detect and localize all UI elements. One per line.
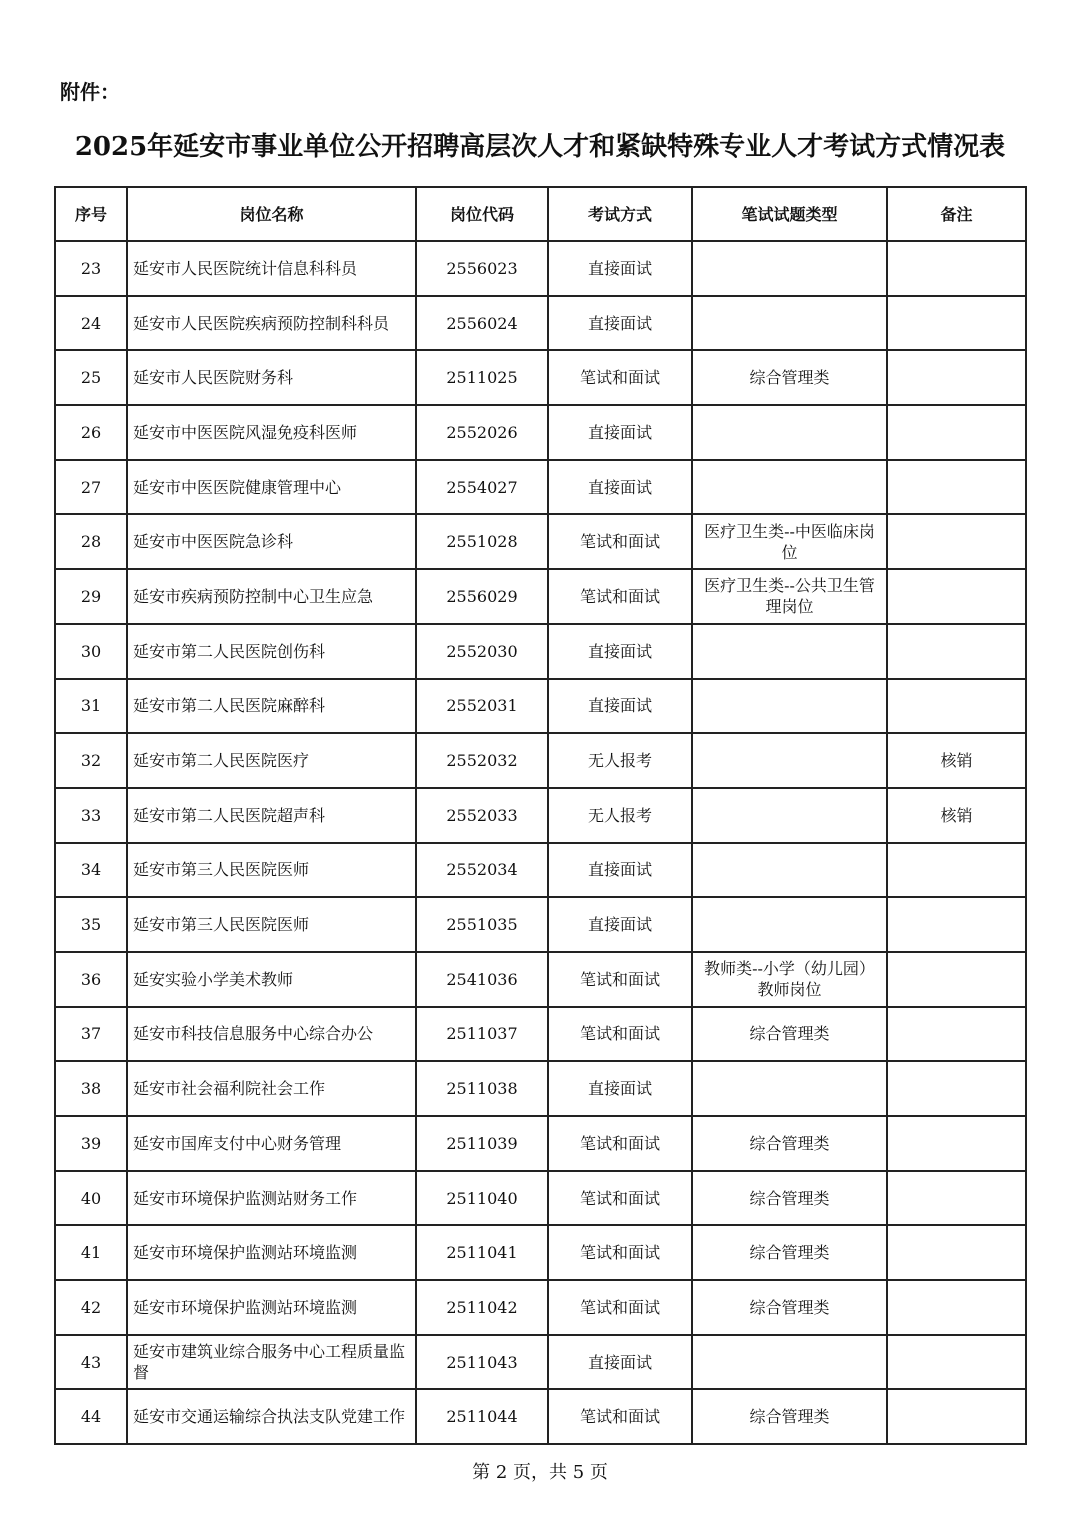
cell-remarks (887, 843, 1026, 898)
cell-position-name: 延安市第二人民医院超声科 (127, 788, 416, 843)
cell-written-type: 综合管理类 (692, 1116, 887, 1171)
cell-serial: 43 (55, 1335, 127, 1390)
cell-serial: 37 (55, 1007, 127, 1062)
cell-written-type (692, 624, 887, 679)
cell-exam-method: 无人报考 (548, 788, 692, 843)
cell-written-type (692, 1061, 887, 1116)
cell-serial: 42 (55, 1280, 127, 1335)
cell-exam-method: 笔试和面试 (548, 1225, 692, 1280)
table-row (55, 1171, 1026, 1226)
cell-remarks (887, 1335, 1026, 1390)
cell-serial: 26 (55, 405, 127, 460)
cell-written-type: 综合管理类 (692, 1225, 887, 1280)
table-row (55, 514, 1026, 569)
cell-written-type (692, 733, 887, 788)
cell-written-type: 综合管理类 (692, 1171, 887, 1226)
cell-position-name: 延安市第三人民医院医师 (127, 897, 416, 952)
cell-remarks (887, 1280, 1026, 1335)
cell-written-type (692, 897, 887, 952)
cell-serial: 33 (55, 788, 127, 843)
cell-remarks (887, 514, 1026, 569)
cell-written-type: 综合管理类 (692, 1007, 887, 1062)
cell-written-type (692, 460, 887, 515)
cell-written-type: 教师类--小学（幼儿园）教师岗位 (692, 952, 887, 1007)
cell-position-code: 2552030 (416, 624, 548, 679)
cell-position-name: 延安市国库支付中心财务管理 (127, 1116, 416, 1171)
cell-exam-method: 直接面试 (548, 897, 692, 952)
cell-position-name: 延安实验小学美术教师 (127, 952, 416, 1007)
cell-position-code: 2552034 (416, 843, 548, 898)
cell-position-name: 延安市第二人民医院医疗 (127, 733, 416, 788)
cell-remarks: 核销 (887, 733, 1026, 788)
cell-remarks (887, 952, 1026, 1007)
cell-exam-method: 笔试和面试 (548, 1116, 692, 1171)
cell-serial: 23 (55, 241, 127, 296)
table-row (55, 1280, 1026, 1335)
cell-position-code: 2511037 (416, 1007, 548, 1062)
cell-position-code: 2556023 (416, 241, 548, 296)
cell-remarks (887, 624, 1026, 679)
table-row (55, 733, 1026, 788)
cell-position-code: 2552026 (416, 405, 548, 460)
table-row (55, 296, 1026, 351)
cell-written-type (692, 679, 887, 734)
cell-written-type: 医疗卫生类--公共卫生管理岗位 (692, 569, 887, 624)
cell-serial: 35 (55, 897, 127, 952)
cell-exam-method: 笔试和面试 (548, 1280, 692, 1335)
cell-position-code: 2511044 (416, 1389, 548, 1444)
cell-remarks (887, 460, 1026, 515)
cell-written-type (692, 405, 887, 460)
cell-position-name: 延安市第二人民医院创伤科 (127, 624, 416, 679)
cell-position-name: 延安市人民医院疾病预防控制科科员 (127, 296, 416, 351)
cell-serial: 25 (55, 350, 127, 405)
cell-remarks (887, 1225, 1026, 1280)
cell-position-name: 延安市中医医院风湿免疫科医师 (127, 405, 416, 460)
cell-written-type (692, 296, 887, 351)
cell-exam-method: 直接面试 (548, 843, 692, 898)
page-number: 第 2 页，共 5 页 (472, 1462, 608, 1483)
cell-remarks (887, 1061, 1026, 1116)
cell-exam-method: 直接面试 (548, 405, 692, 460)
cell-serial: 38 (55, 1061, 127, 1116)
cell-remarks (887, 241, 1026, 296)
cell-position-code: 2556024 (416, 296, 548, 351)
cell-position-name: 延安市中医医院健康管理中心 (127, 460, 416, 515)
cell-exam-method: 直接面试 (548, 296, 692, 351)
cell-exam-method: 直接面试 (548, 679, 692, 734)
exam-method-table (54, 186, 1027, 1445)
cell-position-name: 延安市第三人民医院医师 (127, 843, 416, 898)
cell-written-type (692, 241, 887, 296)
cell-position-code: 2541036 (416, 952, 548, 1007)
cell-written-type (692, 788, 887, 843)
cell-remarks: 核销 (887, 788, 1026, 843)
cell-written-type (692, 1335, 887, 1390)
cell-remarks (887, 350, 1026, 405)
header-remarks: 备注 (887, 187, 1026, 241)
cell-position-code: 2511041 (416, 1225, 548, 1280)
cell-written-type: 综合管理类 (692, 350, 887, 405)
table-row (55, 1116, 1026, 1171)
cell-exam-method: 笔试和面试 (548, 350, 692, 405)
header-position-name: 岗位名称 (127, 187, 416, 241)
table-row (55, 1225, 1026, 1280)
header-exam-method: 考试方式 (548, 187, 692, 241)
table-row (55, 624, 1026, 679)
cell-exam-method: 笔试和面试 (548, 1389, 692, 1444)
cell-position-code: 2552031 (416, 679, 548, 734)
cell-position-code: 2511039 (416, 1116, 548, 1171)
cell-position-name: 延安市建筑业综合服务中心工程质量监督 (127, 1335, 416, 1390)
table-row (55, 569, 1026, 624)
cell-position-code: 2554027 (416, 460, 548, 515)
table-row (55, 1007, 1026, 1062)
cell-position-code: 2552032 (416, 733, 548, 788)
cell-exam-method: 直接面试 (548, 1335, 692, 1390)
cell-written-type (692, 843, 887, 898)
cell-remarks (887, 1116, 1026, 1171)
cell-position-name: 延安市科技信息服务中心综合办公 (127, 1007, 416, 1062)
table-header-row (55, 187, 1026, 241)
table-row (55, 1389, 1026, 1444)
cell-serial: 41 (55, 1225, 127, 1280)
table-row (55, 952, 1026, 1007)
cell-remarks (887, 1389, 1026, 1444)
cell-position-code: 2511025 (416, 350, 548, 405)
cell-position-name: 延安市交通运输综合执法支队党建工作 (127, 1389, 416, 1444)
cell-position-code: 2511042 (416, 1280, 548, 1335)
cell-written-type: 综合管理类 (692, 1389, 887, 1444)
cell-serial: 29 (55, 569, 127, 624)
header-written-type: 笔试试题类型 (692, 187, 887, 241)
cell-serial: 36 (55, 952, 127, 1007)
cell-position-code: 2551028 (416, 514, 548, 569)
cell-written-type: 综合管理类 (692, 1280, 887, 1335)
cell-position-code: 2511040 (416, 1171, 548, 1226)
cell-serial: 44 (55, 1389, 127, 1444)
cell-exam-method: 直接面试 (548, 1061, 692, 1116)
page-title: 2025年延安市事业单位公开招聘高层次人才和紧缺特殊专业人才考试方式情况表 (74, 132, 1006, 162)
cell-position-name: 延安市第二人民医院麻醉科 (127, 679, 416, 734)
cell-position-name: 延安市疾病预防控制中心卫生应急 (127, 569, 416, 624)
cell-position-name: 延安市中医医院急诊科 (127, 514, 416, 569)
table-row (55, 679, 1026, 734)
cell-serial: 27 (55, 460, 127, 515)
table-row (55, 788, 1026, 843)
cell-position-name: 延安市社会福利院社会工作 (127, 1061, 416, 1116)
cell-remarks (887, 1007, 1026, 1062)
cell-position-code: 2511043 (416, 1335, 548, 1390)
cell-exam-method: 无人报考 (548, 733, 692, 788)
table-row (55, 1335, 1026, 1390)
cell-position-name: 延安市人民医院财务科 (127, 350, 416, 405)
cell-remarks (887, 897, 1026, 952)
cell-written-type: 医疗卫生类--中医临床岗位 (692, 514, 887, 569)
cell-serial: 34 (55, 843, 127, 898)
table-row (55, 1061, 1026, 1116)
cell-remarks (887, 1171, 1026, 1226)
cell-position-name: 延安市人民医院统计信息科科员 (127, 241, 416, 296)
cell-position-name: 延安市环境保护监测站环境监测 (127, 1280, 416, 1335)
cell-exam-method: 笔试和面试 (548, 514, 692, 569)
cell-position-code: 2511038 (416, 1061, 548, 1116)
cell-serial: 30 (55, 624, 127, 679)
cell-serial: 28 (55, 514, 127, 569)
header-position-code: 岗位代码 (416, 187, 548, 241)
cell-position-code: 2556029 (416, 569, 548, 624)
cell-position-code: 2552033 (416, 788, 548, 843)
cell-serial: 32 (55, 733, 127, 788)
cell-position-name: 延安市环境保护监测站环境监测 (127, 1225, 416, 1280)
cell-serial: 31 (55, 679, 127, 734)
cell-exam-method: 直接面试 (548, 460, 692, 515)
cell-serial: 39 (55, 1116, 127, 1171)
table-row (55, 405, 1026, 460)
cell-exam-method: 笔试和面试 (548, 1171, 692, 1226)
cell-exam-method: 笔试和面试 (548, 569, 692, 624)
cell-exam-method: 笔试和面试 (548, 1007, 692, 1062)
cell-position-name: 延安市环境保护监测站财务工作 (127, 1171, 416, 1226)
cell-position-code: 2551035 (416, 897, 548, 952)
cell-serial: 40 (55, 1171, 127, 1226)
cell-exam-method: 笔试和面试 (548, 952, 692, 1007)
cell-remarks (887, 296, 1026, 351)
table-row (55, 460, 1026, 515)
attachment-label: 附件： (60, 80, 120, 104)
cell-remarks (887, 679, 1026, 734)
cell-exam-method: 直接面试 (548, 624, 692, 679)
header-serial: 序号 (55, 187, 127, 241)
table-row (55, 843, 1026, 898)
table-row (55, 350, 1026, 405)
cell-remarks (887, 569, 1026, 624)
cell-serial: 24 (55, 296, 127, 351)
cell-remarks (887, 405, 1026, 460)
cell-exam-method: 直接面试 (548, 241, 692, 296)
table-row (55, 897, 1026, 952)
table-row (55, 241, 1026, 296)
